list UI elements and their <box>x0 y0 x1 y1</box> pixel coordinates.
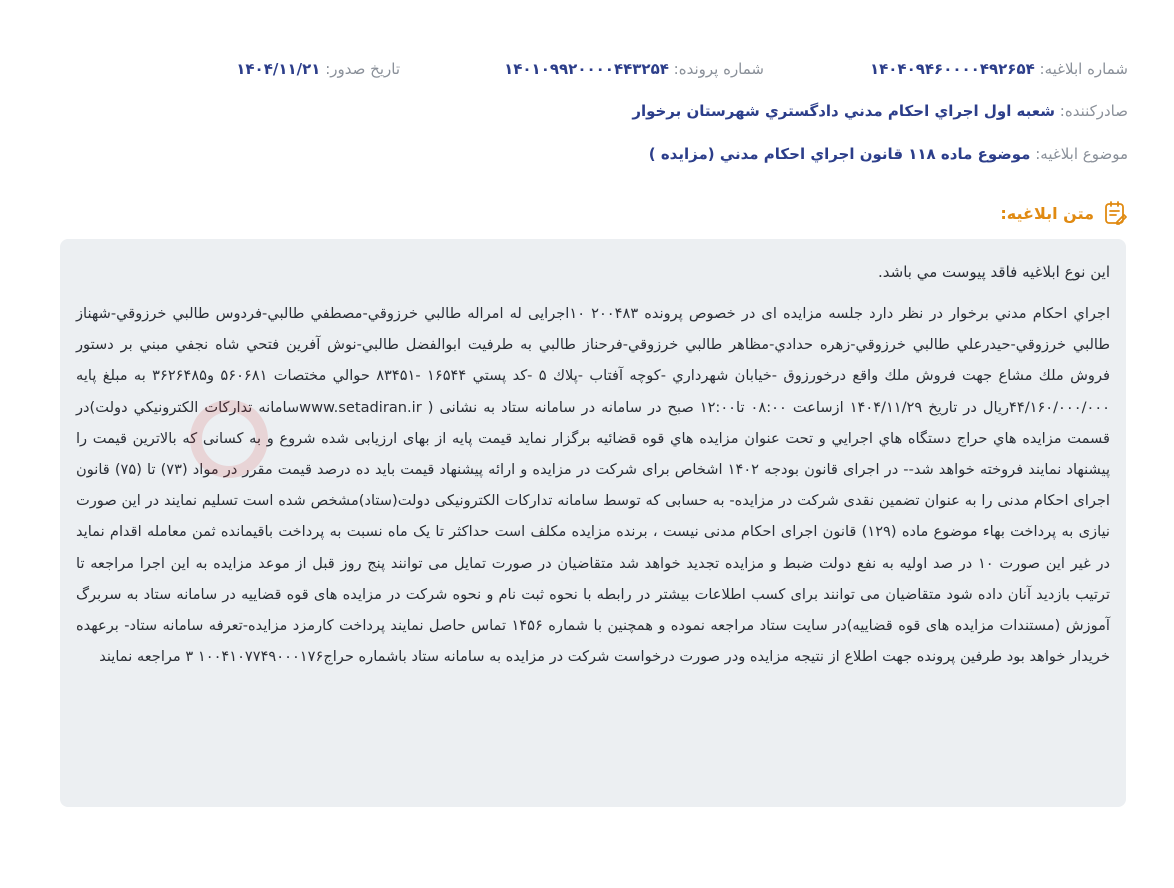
notice-text-panel <box>60 239 1126 807</box>
subject-label: موضوع ابلاغيه: <box>1035 145 1128 163</box>
notice-text-title: متن ابلاغيه: <box>1000 203 1094 223</box>
case-number-label: شماره پرونده: <box>673 60 764 78</box>
subject-value: موضوع ماده ۱۱۸ قانون اجراي احكام مدني (مزايده ) <box>648 145 1031 163</box>
issuer-row <box>40 100 1128 122</box>
case-number <box>504 58 764 80</box>
notice-text-heading <box>1000 200 1128 226</box>
issue-date-value: ۱۴۰۴/۱۱/۲۱ <box>236 60 321 78</box>
attachment-note: اين نوع ابلاغيه فاقد پيوست مي باشد. <box>878 263 1110 281</box>
notice-text-icon <box>1102 200 1128 226</box>
issuer-value: شعبه اول اجراي احكام مدني دادگستري شهرستان برخوار <box>632 102 1055 120</box>
case-number-value: ۱۴۰۱۰۹۹۲۰۰۰۰۴۴۳۲۵۴ <box>504 60 669 78</box>
notice-number <box>870 58 1128 80</box>
notice-number-value: ۱۴۰۴۰۹۴۶۰۰۰۰۴۹۲۶۵۴ <box>869 60 1035 78</box>
subject-row <box>40 143 1128 165</box>
issue-date <box>236 58 400 80</box>
issue-date-label: تاريخ صدور: <box>325 60 400 78</box>
issuer-label: صادرکننده: <box>1059 102 1128 120</box>
notice-number-label: شماره ابلاغيه: <box>1039 60 1128 78</box>
notice-body: اجراي احكام مدني برخوار در نظر دارد جلسه مزايده ای در خصوص پرونده ۲۰۰۴۸۳ ۱۰اجرایی له امراله طالبي خرزوقي-مصطفي طالبي-فردوس طالبي خرزوقي-شهناز طالبي خرزوقي-حيدرعلي طالبي خرزوقي-زهره حدادي-مظاهر طالبي خرزوقي-فرحناز طالبي به طرفيت ابوالفضل طالبي-نوش آفرين فتحي شاه نجفي مبني بر دستور فروش ملك مشاع جهت فروش ملك واقع درخورزوق -خيابان شهرداري -كوچه آفتاب -پلاك ۵ -كد پستي ۱۶۵۴۴ -۸۳۴۵۱ حوالي مختصات ۵۶۰۶۸۱ و۳۶۲۶۴۸۵ به مبلغ پايه ۴۴/۱۶۰/۰۰۰/۰۰۰ريال در تاريخ ۱۴۰۴/۱۱/۲۹ ازساعت ۰۸:۰۰ تا۱۲:۰۰ صبح در سامانه در سامانه ستاد به نشانی ( www.setadiran.irسامانه تداركات الكترونيكي دولت)در قسمت مزايده هاي حراج دستگاه هاي اجرايي و تحت عنوان مزايده هاي قوه قضائيه برگزار نمايد قيمت پايه از بهای ارزيابی شده شروع و به كسانی كه بالاترين قيمت را پيشنهاد نمايند فروخته خواهد شد-- در اجرای قانون بودجه ۱۴۰۲ اشخاص برای شركت در مزايده و ارائه پيشنهاد قيمت بايد ده درصد قيمت مقرر در مواد (۷۳) تا (۷۵) قانون اجرای احكام مدنی را به عنوان تضمين نقدی شركت در مزايده- به حسابی كه توسط سامانه تداركات الكترونيكی دولت(ستاد)مشخص شده است تسليم نمايند در اين صورت نيازی به پرداخت بهاء موضوع ماده (۱۲۹) قانون اجرای احكام مدنی نيست ، برنده مزايده مكلف است حداكثر تا يک ماه نسبت به پرداخت باقيمانده ثمن معامله اقدام نمايد در غير اين صورت ۱۰ در صد اوليه به نفع دولت ضبط و مزايده تجديد خواهد شد متقاضيان در صورت تمايل می توانند پنج روز قبل از موعد مزايده به اين اجرا مراجعه تا ترتيب بازديد آنان داده شود متقاضيان می توانند برای كسب اطلاعات بيشتر در رابطه با نحوه ثبت نام و نحوه شركت در مزايده های قوه قضاييه در سامانه ستاد به سربرگ آموزش (مستندات مزايده های قوه قضاييه)در سايت ستاد مراجعه نموده و همچنين با شماره ۱۴۵۶ تماس حاصل نمايند پرداخت كارمزد مزايده-تعرفه سامانه ستاد- برعهده خريدار خواهد بود طرفين پرونده جهت اطلاع از نتيجه مزايده ودر صورت درخواست شركت در مزايده به سامانه ستاد باشماره حراج۱۰۰۴۱۰۷۷۴۹۰۰۰۱۷۶ ۳ مراجعه نمايند <box>76 305 1111 666</box>
